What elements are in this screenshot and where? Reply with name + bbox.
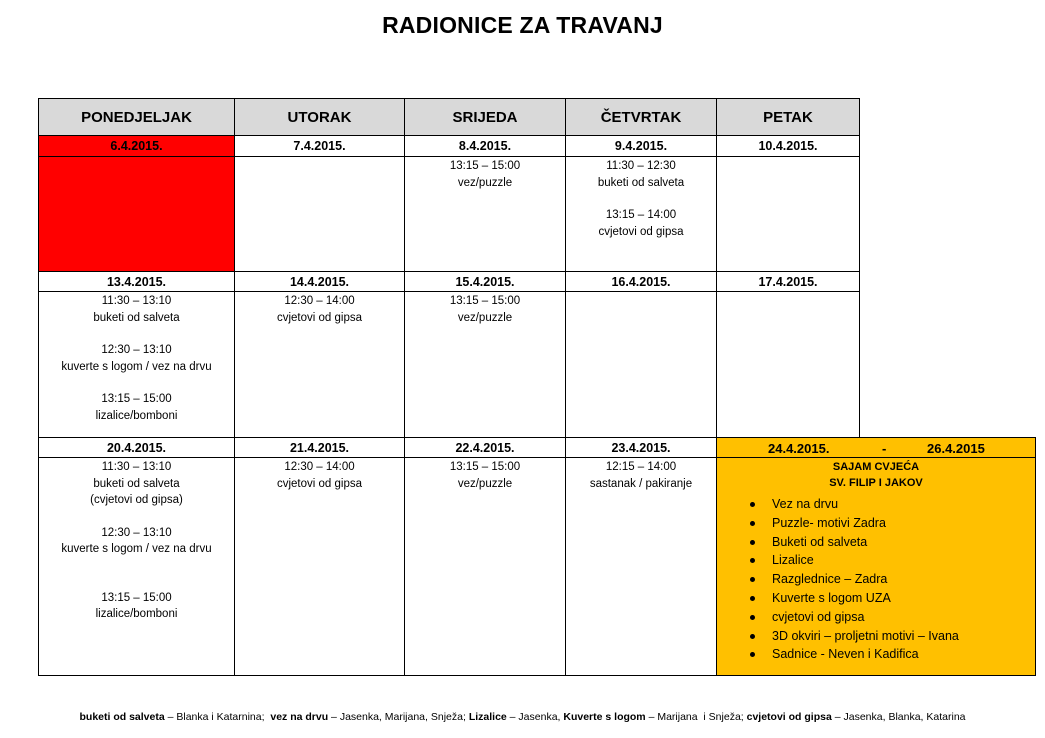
date-cell: 23.4.2015. <box>565 437 717 458</box>
workshop-cell <box>404 457 566 676</box>
footer-people: – Marijana i Snježa; <box>645 711 747 723</box>
fair-item: cvjetovi od gipsa <box>717 608 1035 627</box>
workshop-cell <box>38 291 235 438</box>
workshop-line: 13:15 – 15:00 <box>449 160 521 172</box>
spacer <box>39 574 234 590</box>
workshop-line: (cvjetovi od gipsa) <box>90 494 183 506</box>
fair-date-to: 26.4.2015 <box>927 441 985 456</box>
day-header-5: PETAK <box>716 98 860 136</box>
workshop-line: vez/puzzle <box>457 477 513 490</box>
workshop-line: kuverte s logom / vez na drvu <box>61 360 212 373</box>
footer-people: – Jasenka, Blanka, Katarina <box>831 711 966 723</box>
page-title: RADIONICE ZA TRAVANJ <box>382 12 663 38</box>
workshop-cell <box>38 457 235 676</box>
fair-item: Puzzle- motivi Zadra <box>717 514 1035 533</box>
fair-item: Lizalice <box>717 551 1035 570</box>
workshop-cell <box>565 291 717 438</box>
workshop-line: 13:15 – 15:00 <box>101 591 172 604</box>
fair-item: Buketi od salveta <box>717 533 1035 552</box>
workshop-line: 13:15 – 15:00 <box>449 461 521 473</box>
workshop-cell <box>404 156 566 272</box>
workshop-cell <box>716 156 860 272</box>
day-header-4: ČETVRTAK <box>565 98 717 136</box>
date-cell: 22.4.2015. <box>404 437 566 458</box>
date-cell: 14.4.2015. <box>234 271 405 292</box>
workshop-line: lizalice/bomboni <box>95 409 178 422</box>
fair-date-from: 24.4.2015. <box>768 441 830 456</box>
date-cell: 15.4.2015. <box>404 271 566 292</box>
workshop-line: 12:30 – 14:00 <box>284 295 355 307</box>
spacer <box>39 509 234 525</box>
fair-item: 3D okviri – proljetni motivi – Ivana <box>717 627 1035 646</box>
workshop-line: 12:15 – 14:00 <box>605 461 677 473</box>
footer-people: – Blanka i Katarnina; <box>164 711 271 723</box>
day-header-1: PONEDJELJAK <box>38 98 235 136</box>
date-cell: 10.4.2015. <box>716 135 860 157</box>
date-cell: 13.4.2015. <box>38 271 235 292</box>
fair-title-line: SAJAM CVJEĆA <box>832 461 920 473</box>
spacer <box>39 375 234 391</box>
workshop-cell <box>565 457 717 676</box>
workshop-line: 11:30 – 13:10 <box>101 295 172 307</box>
date-cell: 20.4.2015. <box>38 437 235 458</box>
footer-activity: Lizalice <box>468 711 507 723</box>
footer-activity: buketi od salveta <box>79 711 165 723</box>
date-cell: 21.4.2015. <box>234 437 405 458</box>
date-cell: 8.4.2015. <box>404 135 566 157</box>
workshop-cell <box>404 291 566 438</box>
workshop-line: 13:15 – 15:00 <box>449 295 521 307</box>
day-header-2: UTORAK <box>234 98 405 136</box>
spacer <box>39 326 234 342</box>
fair-title-line: SV. FILIP I JAKOV <box>829 477 923 489</box>
workshop-line: 13:15 – 14:00 <box>605 209 677 221</box>
workshop-line: 13:15 – 15:00 <box>101 393 172 405</box>
workshop-line: 11:30 – 12:30 <box>606 160 676 172</box>
workshop-line: vez/puzzle <box>457 176 513 189</box>
fair-date-cell <box>716 437 1036 458</box>
footer-activity: Kuverte s logom <box>563 711 646 723</box>
footer-activity: vez na drvu <box>270 711 329 723</box>
footer-activity: cvjetovi od gipsa <box>746 711 832 723</box>
workshop-cell <box>716 291 860 438</box>
workshop-line: buketi od salveta <box>597 176 685 189</box>
footer-people: – Jasenka, Marijana, Snježa; <box>328 711 469 723</box>
spacer <box>566 191 716 207</box>
workshop-cell <box>565 156 717 272</box>
workshop-line: buketi od salveta <box>93 477 180 490</box>
date-cell: 17.4.2015. <box>716 271 860 292</box>
workshop-line: buketi od salveta <box>93 311 180 324</box>
workshop-line: 12:30 – 13:10 <box>101 344 172 356</box>
workshop-line: cvjetovi od gipsa <box>276 311 363 324</box>
fair-item: Kuverte s logom UZA <box>717 589 1035 608</box>
fair-title <box>717 459 1035 491</box>
workshop-line: lizalice/bomboni <box>95 608 178 620</box>
workshop-line: cvjetovi od gipsa <box>276 477 363 490</box>
workshop-line: cvjetovi od gipsa <box>598 225 684 238</box>
date-cell: 6.4.2015. <box>38 135 235 157</box>
date-cell: 9.4.2015. <box>565 135 717 157</box>
fair-cell <box>716 457 1036 676</box>
fair-date-dash: - <box>882 441 887 456</box>
workshop-cell <box>234 291 405 438</box>
workshop-line: 11:30 – 13:10 <box>101 461 172 473</box>
date-cell: 7.4.2015. <box>234 135 405 157</box>
workshop-line: vez/puzzle <box>457 311 513 324</box>
day-header-3: SRIJEDA <box>404 98 566 136</box>
date-cell: 16.4.2015. <box>565 271 717 292</box>
workshop-line: 12:30 – 13:10 <box>101 526 172 539</box>
fair-item-list <box>717 495 1035 664</box>
fair-item: Vez na drvu <box>717 495 1035 514</box>
footer-people: – Jasenka, <box>506 711 564 723</box>
footer-legend <box>0 711 1045 723</box>
workshop-cell <box>234 457 405 676</box>
spacer <box>39 558 234 574</box>
workshop-line: 12:30 – 14:00 <box>284 461 355 473</box>
fair-item: Sadnice - Neven i Kadifica <box>717 645 1035 664</box>
holiday-cell <box>38 156 235 272</box>
workshop-line: kuverte s logom / vez na drvu <box>61 543 212 555</box>
workshop-line: sastanak / pakiranje <box>589 477 693 490</box>
fair-item: Razglednice – Zadra <box>717 570 1035 589</box>
workshop-cell <box>234 156 405 272</box>
